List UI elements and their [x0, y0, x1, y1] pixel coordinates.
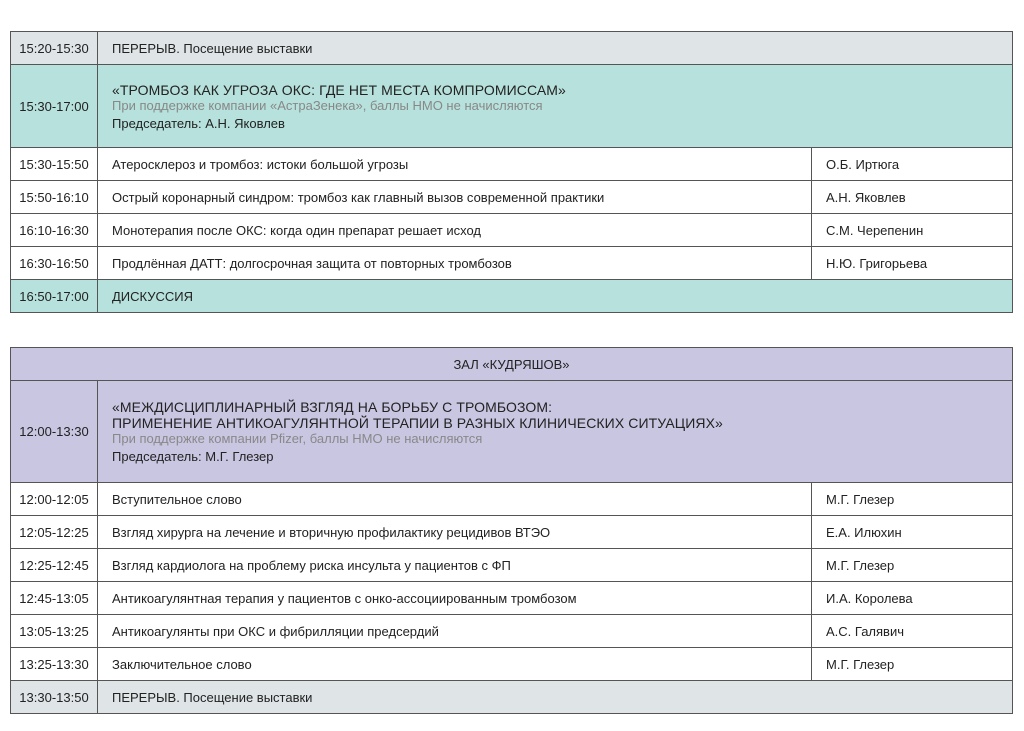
time-cell: 15:20-15:30 [11, 32, 98, 65]
session-info [98, 65, 1013, 148]
speaker: С.М. Черепенин [812, 214, 1013, 247]
talk-title: Атеросклероз и тромбоз: истоки большой угрозы [98, 148, 812, 181]
talk-title: Вступительное слово [98, 483, 812, 516]
table-row [11, 148, 1013, 181]
time-cell: 13:25-13:30 [11, 648, 98, 681]
time-cell: 12:25-12:45 [11, 549, 98, 582]
session-title: «ТРОМБОЗ КАК УГРОЗА ОКС: ГДЕ НЕТ МЕСТА КОМПРОМИССАМ» [112, 81, 566, 98]
table-row [11, 516, 1013, 549]
break-text: ПЕРЕРЫВ. Посещение выставки [98, 681, 1013, 714]
speaker: М.Г. Глезер [812, 483, 1013, 516]
speaker: А.С. Галявич [812, 615, 1013, 648]
discussion-row [11, 280, 1013, 313]
time-cell: 12:00-13:30 [11, 381, 98, 483]
table-row [11, 214, 1013, 247]
time-cell: 15:30-15:50 [11, 148, 98, 181]
speaker: А.Н. Яковлев [812, 181, 1013, 214]
session-row [11, 65, 1013, 148]
hall-name: ЗАЛ «КУДРЯШОВ» [11, 348, 1013, 381]
time-cell: 15:50-16:10 [11, 181, 98, 214]
speaker: Н.Ю. Григорьева [812, 247, 1013, 280]
talk-title: Антикоагулянты при ОКС и фибрилляции предсердий [98, 615, 812, 648]
speaker: Е.А. Илюхин [812, 516, 1013, 549]
time-cell: 16:30-16:50 [11, 247, 98, 280]
table-row [11, 615, 1013, 648]
talk-title: Антикоагулянтная терапия у пациентов с онко-ассоциированным тромбозом [98, 582, 812, 615]
table-row [11, 483, 1013, 516]
table-row [11, 549, 1013, 582]
speaker: М.Г. Глезер [812, 549, 1013, 582]
table-row [11, 582, 1013, 615]
speaker: И.А. Королева [812, 582, 1013, 615]
table-row [11, 648, 1013, 681]
talk-title: Взгляд кардиолога на проблему риска инсульта у пациентов с ФП [98, 549, 812, 582]
hall-header-row [11, 348, 1013, 381]
time-cell: 16:10-16:30 [11, 214, 98, 247]
table-row [11, 247, 1013, 280]
session-sponsor: При поддержке компании «АстраЗенека», баллы НМО не начисляются [112, 97, 543, 113]
talk-title: Продлённая ДАТТ: долгосрочная защита от повторных тромбозов [98, 247, 812, 280]
speaker: М.Г. Глезер [812, 648, 1013, 681]
time-cell: 13:30-13:50 [11, 681, 98, 714]
session-chair: Председатель: А.Н. Яковлев [112, 115, 285, 131]
discussion-text: ДИСКУССИЯ [98, 280, 1013, 313]
speaker: О.Б. Иртюга [812, 148, 1013, 181]
session-sponsor: При поддержке компании Pfizer, баллы НМО не начисляются [112, 431, 483, 446]
talk-title: Взгляд хирурга на лечение и вторичную профилактику рецидивов ВТЭО [98, 516, 812, 549]
table-row [11, 181, 1013, 214]
program-table-2 [10, 347, 1013, 714]
time-cell: 12:05-12:25 [11, 516, 98, 549]
talk-title: Монотерапия после ОКС: когда один препарат решает исход [98, 214, 812, 247]
session-title-line-1: «МЕЖДИСЦИПЛИНАРНЫЙ ВЗГЛЯД НА БОРЬБУ С ТРОМБОЗОМ: [112, 399, 553, 415]
time-cell: 16:50-17:00 [11, 280, 98, 313]
talk-title: Острый коронарный синдром: тромбоз как главный вызов современной практики [98, 181, 812, 214]
break-text: ПЕРЕРЫВ. Посещение выставки [98, 32, 1013, 65]
session-chair: Председатель: М.Г. Глезер [112, 449, 274, 464]
time-cell: 15:30-17:00 [11, 65, 98, 148]
break-row [11, 32, 1013, 65]
time-cell: 12:00-12:05 [11, 483, 98, 516]
break-row [11, 681, 1013, 714]
time-cell: 12:45-13:05 [11, 582, 98, 615]
session-title-line-2: ПРИМЕНЕНИЕ АНТИКОАГУЛЯНТНОЙ ТЕРАПИИ В РАЗНЫХ КЛИНИЧЕСКИХ СИТУАЦИЯХ» [112, 415, 723, 431]
program-table-1 [10, 31, 1013, 313]
talk-title: Заключительное слово [98, 648, 812, 681]
time-cell: 13:05-13:25 [11, 615, 98, 648]
session-info [98, 381, 1013, 483]
session-row [11, 381, 1013, 483]
